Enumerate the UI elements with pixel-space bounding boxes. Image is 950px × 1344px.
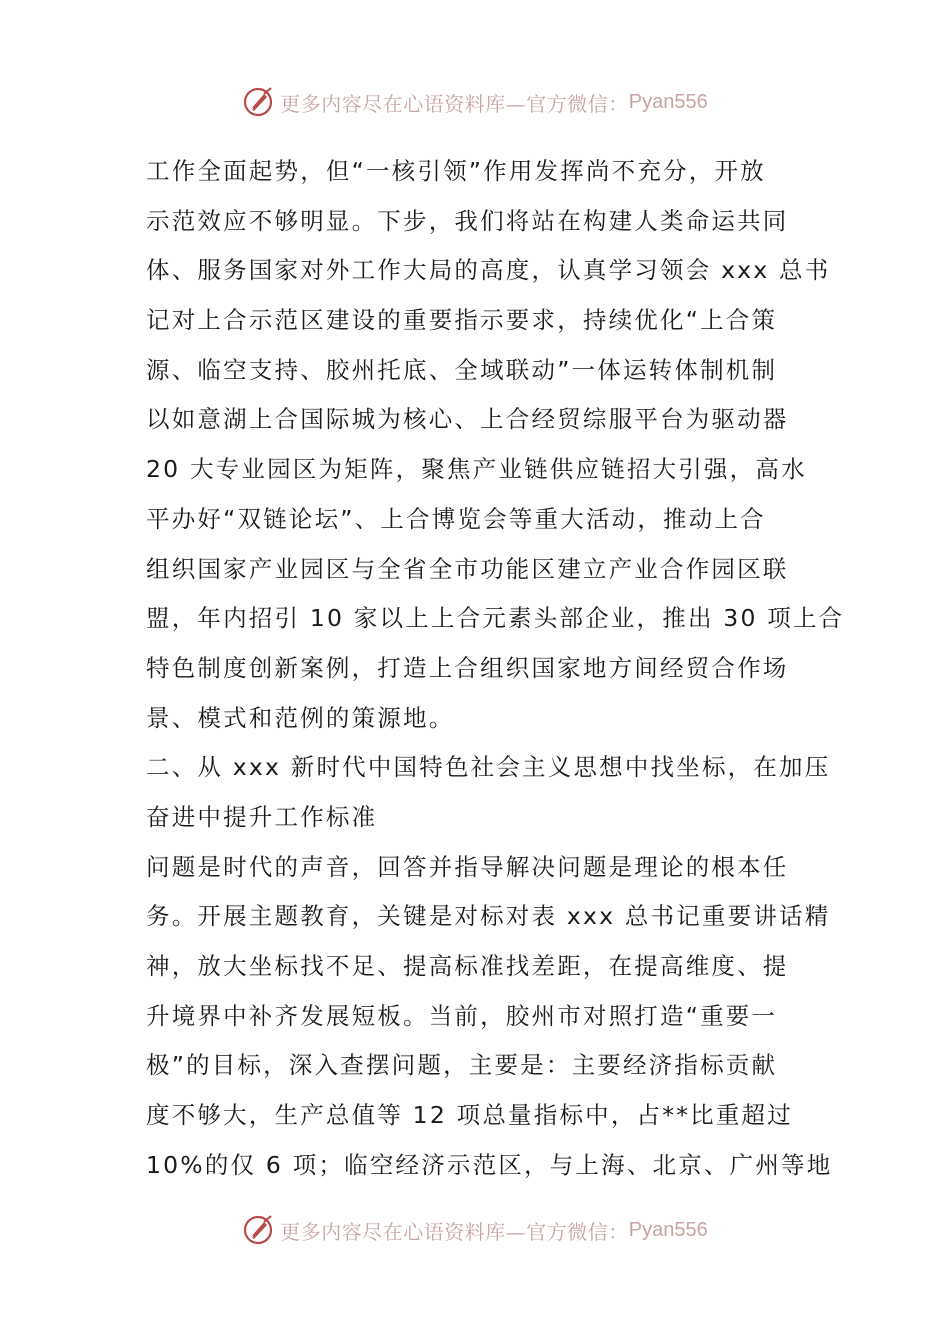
- header-banner: [0, 82, 950, 122]
- footer-banner: [0, 1210, 950, 1250]
- text-line: 工作全面起势，但“一核引领”作用发挥尚不充分，开放: [146, 157, 766, 185]
- text-line: 度不够大，生产总值等 12 项总量指标中，占**比重超过: [146, 1101, 793, 1130]
- text-line: 神，放大坐标找不足、提高标准找差距，在提高维度、提: [146, 952, 789, 980]
- wechat-id: Pyan556: [628, 90, 708, 113]
- text-line: 景、模式和范例的策源地。: [146, 703, 455, 732]
- section-heading: 二、从 xxx 新时代中国特色社会主义思想中找坐标，在加压: [146, 753, 831, 782]
- text-line: 极”的目标，深入查摆问题，主要是：主要经济指标贡献: [146, 1051, 778, 1080]
- text-line: 升境界中补齐发展短板。当前，胶州市对照打造“重要一: [146, 1001, 778, 1030]
- text-line: 源、临空支持、胶州托底、全域联动”一体运转体制机制: [146, 355, 778, 384]
- text-line: 10%的仅 6 项；临空经济示范区，与上海、北京、广州等地: [146, 1150, 833, 1179]
- banner-text: 更多内容尽在心语资料库—官方微信：: [280, 1219, 629, 1244]
- text-line: 记对上合示范区建设的重要指示要求，持续优化“上合策: [146, 306, 778, 335]
- text-line: 示范效应不够明显。下步，我们将站在构建人类命运共同: [146, 206, 789, 235]
- text-line: 20 大专业园区为矩阵，聚焦产业链供应链招大引强，高水: [146, 455, 807, 484]
- text-line: 体、服务国家对外工作大局的高度，认真学习领会 xxx 总书: [146, 256, 831, 285]
- text-line: 问题是时代的声音，回答并指导解决问题是理论的根本任: [146, 852, 789, 881]
- quill-logo-icon: [242, 85, 276, 119]
- text-line: 组织国家产业园区与全省全市功能区建立产业合作园区联: [146, 554, 789, 583]
- section-heading: 奋进中提升工作标准: [146, 802, 378, 831]
- text-line: 盟，年内招引 10 家以上上合元素头部企业，推出 30 项上合: [146, 604, 845, 633]
- text-line: 特色制度创新案例，打造上合组织国家地方间经贸合作场: [146, 653, 789, 682]
- text-line: 务。开展主题教育，关键是对标对表 xxx 总书记重要讲话精: [146, 902, 831, 931]
- document-body: [146, 147, 845, 1190]
- text-line: 平办好“双链论坛”、上合博览会等重大活动，推动上合: [146, 504, 766, 533]
- text-line: 以如意湖上合国际城为核心、上合经贸综服平台为驱动器: [146, 405, 789, 434]
- wechat-id: Pyan556: [628, 1218, 708, 1241]
- quill-logo-icon: [242, 1213, 276, 1247]
- banner-text: 更多内容尽在心语资料库—官方微信：: [280, 91, 629, 116]
